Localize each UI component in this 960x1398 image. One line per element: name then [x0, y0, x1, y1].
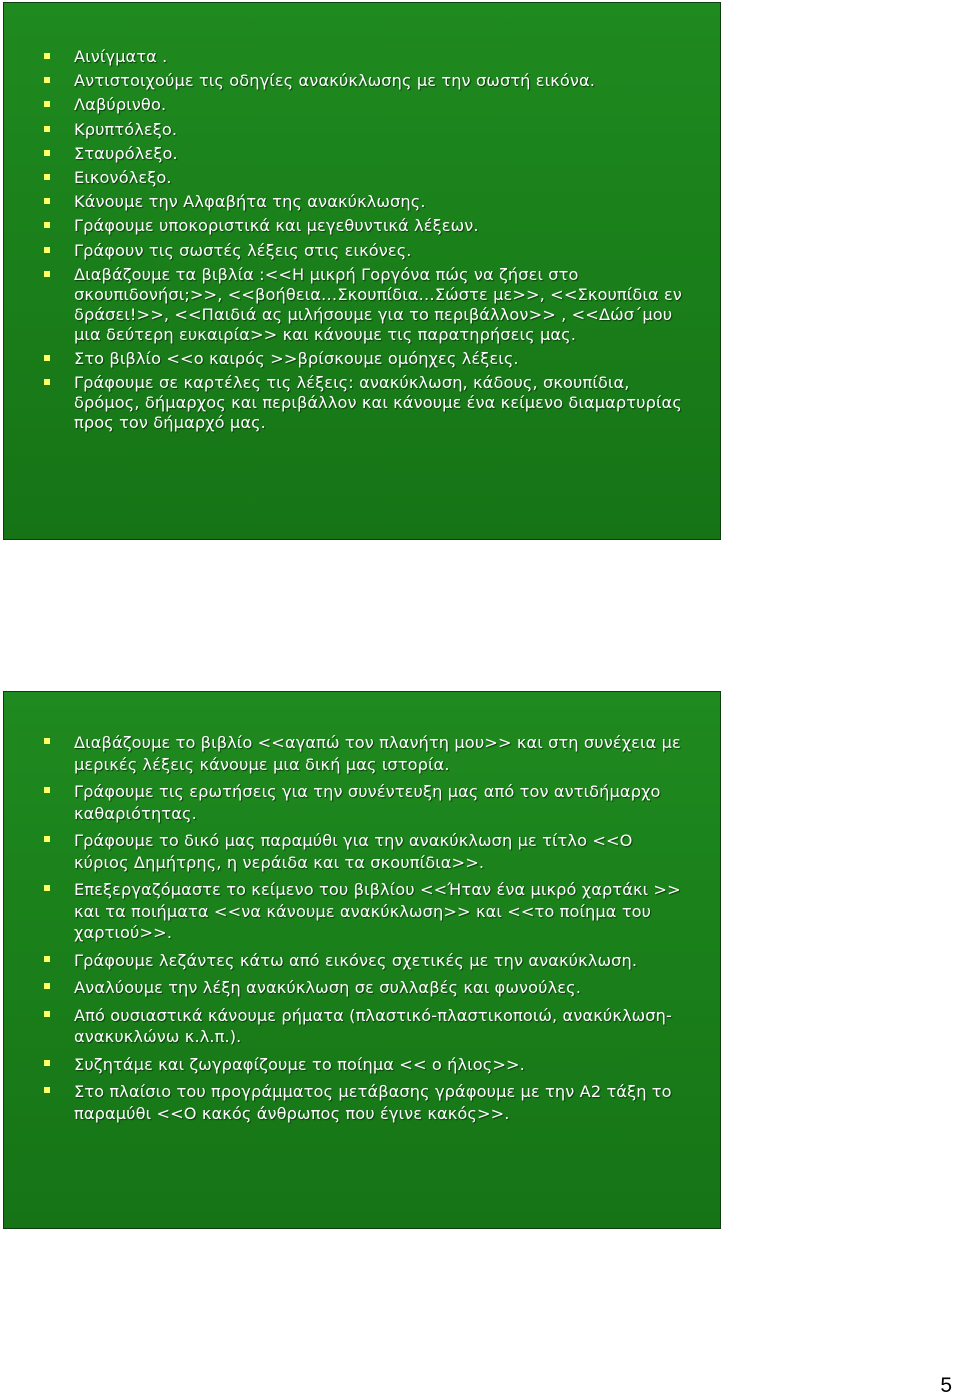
bullet-text: Εικονόλεξο. — [74, 167, 172, 187]
square-bullet-icon — [44, 101, 50, 107]
bullet-text: Λαβύρινθο. — [74, 95, 167, 115]
bullet-text: Στο βιβλίο <<ο καιρός >>βρίσκουμε ομόηχες λέξεις. — [74, 348, 519, 368]
bullet-text: Γράφουμε τις ερωτήσεις για την συνέντευξη μας από τον αντιδήμαρχο καθαριότητας. — [74, 782, 661, 823]
slide-1 — [3, 2, 721, 540]
bullet-text: Από ουσιαστικά κάνουμε ρήματα (πλαστικό-πλαστικοποιώ, ανακύκλωση- ανακυκλώνω κ.λ.π.). — [74, 1005, 672, 1046]
square-bullet-icon — [44, 836, 50, 842]
slide-2 — [3, 691, 721, 1229]
square-bullet-icon — [44, 787, 50, 793]
bullet-text: Κρυπτόλεξο. — [74, 119, 178, 139]
bullet-item — [44, 1054, 690, 1076]
bullet-text: Διαβάζουμε τα βιβλία :<<Η μικρή Γοργόνα πώς να ζήσει στο σκουπιδονήσι;>>, <<βοήθεια…Σκουπίδια…Σώστε με>>, <<Σκουπίδια εν δράσει!>>, <<Παιδιά ας μιλήσουμε για το περιβάλλον>> , <<Δώσ΄μου μια δεύτερη ευκαιρία>> και κάνουμε τις παρατηρήσεις μας. — [74, 264, 682, 344]
bullet-text: Αινίγματα . — [74, 47, 168, 66]
square-bullet-icon — [44, 222, 50, 228]
bullet-item — [44, 977, 690, 999]
square-bullet-icon — [44, 738, 50, 744]
bullet-item — [44, 120, 690, 140]
bullet-item — [44, 241, 690, 261]
bullet-item — [44, 95, 690, 115]
bullet-item — [44, 216, 690, 236]
square-bullet-icon — [44, 271, 50, 277]
square-bullet-icon — [44, 1060, 50, 1066]
bullet-text: Αντιστοιχούμε τις οδηγίες ανακύκλωσης με την σωστή εικόνα. — [74, 71, 596, 91]
square-bullet-icon — [44, 53, 50, 59]
bullet-item — [44, 373, 690, 433]
bullet-text: Στο πλαίσιο του προγράμματος μετάβασης γράφουμε με την Α2 τάξη το παραμύθι <<Ο κακός άνθρωπος που έγινε κακός>>. — [74, 1082, 672, 1123]
bullet-item — [44, 144, 690, 164]
bullet-text: Γράφουμε σε καρτέλες τις λέξεις: ανακύκλωση, κάδους, σκουπίδια, δρόμος, δήμαρχος και περιβάλλον και κάνουμε ένα κείμενο διαμαρτυρίας προς τον δήμαρχό μας. — [74, 373, 682, 433]
bullet-item — [44, 349, 690, 369]
bullet-item — [44, 830, 690, 873]
bullet-text: Γράφουμε το δικό μας παραμύθι για την ανακύκλωση με τίτλο <<Ο κύριος Δημήτρης, η νεράιδα και τα σκουπίδια>>. — [74, 831, 633, 872]
slide-2-bullet-list — [44, 732, 690, 1130]
bullet-text: Διαβάζουμε το βιβλίο <<αγαπώ τον πλανήτη μου>> και στη συνέχεια με μερικές λέξεις κάνουμε μια δική μας ιστορία. — [74, 733, 681, 774]
square-bullet-icon — [44, 198, 50, 204]
bullet-text: Αναλύουμε την λέξη ανακύκλωση σε συλλαβές και φωνούλες. — [74, 978, 581, 997]
bullet-text: Επεξεργαζόμαστε το κείμενο του βιβλίου <<Ήταν ένα μικρό χαρτάκι >> και τα ποιήματα <<να κάνουμε ανακύκλωση>> και <<το ποίημα του χαρτιού>>. — [74, 880, 681, 942]
square-bullet-icon — [44, 885, 50, 891]
bullet-item — [44, 265, 690, 345]
square-bullet-icon — [44, 77, 50, 83]
square-bullet-icon — [44, 1087, 50, 1093]
square-bullet-icon — [44, 983, 50, 989]
bullet-text: Γράφουμε υποκοριστικά και μεγεθυντικά λέξεων. — [74, 216, 479, 236]
square-bullet-icon — [44, 379, 50, 385]
bullet-item — [44, 1005, 690, 1048]
bullet-text: Γράφουμε λεζάντες κάτω από εικόνες σχετικές με την ανακύκλωση. — [74, 950, 638, 970]
slide-1-bullet-list — [44, 47, 690, 437]
square-bullet-icon — [44, 174, 50, 180]
bullet-item — [44, 879, 690, 944]
bullet-item — [44, 47, 690, 67]
page-number: 5 — [940, 1374, 952, 1397]
bullet-text: Κάνουμε την Αλφαβήτα της ανακύκλωσης. — [74, 192, 426, 212]
bullet-item — [44, 71, 690, 91]
square-bullet-icon — [44, 956, 50, 962]
square-bullet-icon — [44, 1011, 50, 1017]
bullet-text: Γράφουν τις σωστές λέξεις στις εικόνες. — [74, 240, 412, 260]
bullet-item — [44, 192, 690, 212]
bullet-item — [44, 950, 690, 972]
bullet-text: Συζητάμε και ζωγραφίζουμε το ποίημα << ο ήλιος>>. — [74, 1054, 525, 1074]
square-bullet-icon — [44, 126, 50, 132]
bullet-item — [44, 781, 690, 824]
bullet-item — [44, 732, 690, 775]
square-bullet-icon — [44, 355, 50, 361]
bullet-text: Σταυρόλεξο. — [74, 143, 178, 163]
square-bullet-icon — [44, 247, 50, 253]
bullet-item — [44, 1081, 690, 1124]
square-bullet-icon — [44, 150, 50, 156]
bullet-item — [44, 168, 690, 188]
